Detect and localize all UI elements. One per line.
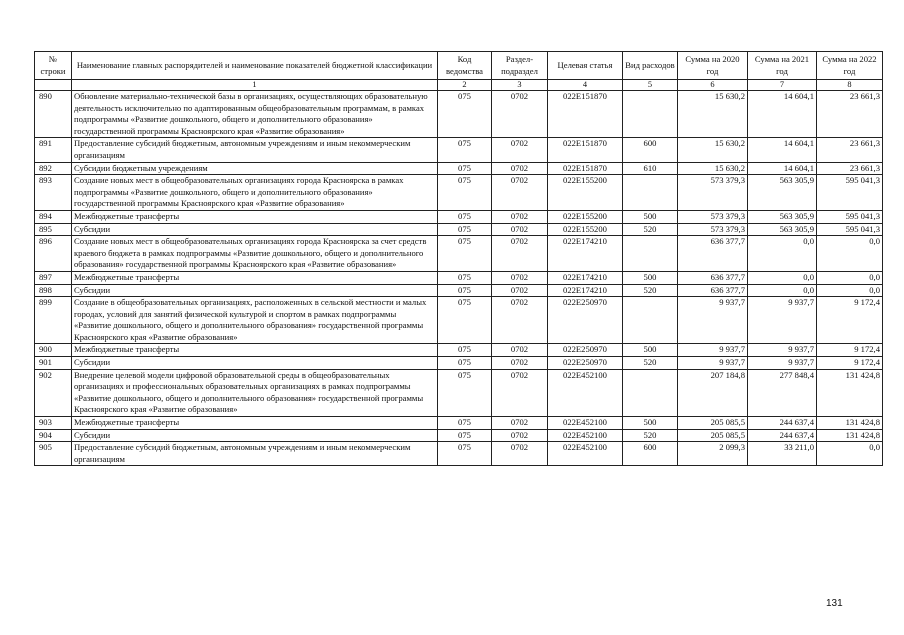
header-cell: Код ведомства bbox=[438, 52, 492, 80]
target-article-cell: 022E174210 bbox=[548, 236, 623, 272]
amount-2022-cell: 9 172,4 bbox=[817, 344, 883, 357]
amount-2021-cell: 9 937,7 bbox=[748, 297, 817, 344]
description-cell: Создание новых мест в общеобразовательных организациях города Красноярска в рамках подпрограммы «Развитие дошкольного, общего и дополнительного образования» государственной программы Красноярского края «Развитие образования» bbox=[72, 175, 438, 211]
amount-2021-cell: 563 305,9 bbox=[748, 210, 817, 223]
description-cell: Обновление материально-технической базы в организациях, осуществляющих образовательную деятельность исключительно по адаптированным общеобразовательным программам, в рамках подпрограммы «Развитие дошкольного, общего и дополнительного образования» государственной программы Красноярского края «Развитие образования» bbox=[72, 91, 438, 138]
row-number-cell: 905 bbox=[35, 442, 72, 466]
row-number-cell: 900 bbox=[35, 344, 72, 357]
row-number-cell: 901 bbox=[35, 357, 72, 370]
ministry-code-cell: 075 bbox=[438, 357, 492, 370]
amount-2020-cell: 2 099,3 bbox=[678, 442, 748, 466]
amount-2020-cell: 9 937,7 bbox=[678, 297, 748, 344]
amount-2020-cell: 636 377,7 bbox=[678, 236, 748, 272]
ministry-code-cell: 075 bbox=[438, 297, 492, 344]
row-number-cell: 899 bbox=[35, 297, 72, 344]
budget-table-sheet bbox=[34, 51, 882, 466]
section-cell: 0702 bbox=[492, 210, 548, 223]
target-article-cell: 022E155200 bbox=[548, 210, 623, 223]
target-article-cell: 022E452100 bbox=[548, 429, 623, 442]
description-cell: Внедрение целевой модели цифровой образовательной среды в общеобразовательных организациях и профессиональных образовательных организациях в рамках подпрограммы «Развитие дошкольного, общего и дополнительного образования» государственной программы Красноярского края «Развитие образования» bbox=[72, 369, 438, 416]
amount-2022-cell: 131 424,8 bbox=[817, 417, 883, 430]
ministry-code-cell: 075 bbox=[438, 369, 492, 416]
header-cell: Сумма на 2022 год bbox=[817, 52, 883, 80]
amount-2022-cell: 23 661,3 bbox=[817, 91, 883, 138]
amount-2020-cell: 205 085,5 bbox=[678, 417, 748, 430]
section-cell: 0702 bbox=[492, 442, 548, 466]
amount-2022-cell: 9 172,4 bbox=[817, 357, 883, 370]
column-number-cell: 2 bbox=[438, 80, 492, 91]
column-number-cell: 1 bbox=[72, 80, 438, 91]
table-row bbox=[35, 357, 883, 370]
table-row bbox=[35, 175, 883, 211]
section-cell: 0702 bbox=[492, 91, 548, 138]
header-cell: Целевая статья bbox=[548, 52, 623, 80]
ministry-code-cell: 075 bbox=[438, 442, 492, 466]
target-article-cell: 022E452100 bbox=[548, 417, 623, 430]
description-cell: Межбюджетные трансферты bbox=[72, 344, 438, 357]
amount-2021-cell: 9 937,7 bbox=[748, 357, 817, 370]
expense-type-cell: 500 bbox=[623, 344, 678, 357]
amount-2022-cell: 23 661,3 bbox=[817, 138, 883, 162]
amount-2021-cell: 9 937,7 bbox=[748, 344, 817, 357]
row-number-cell: 892 bbox=[35, 162, 72, 175]
row-number-cell: 902 bbox=[35, 369, 72, 416]
row-number-cell: 903 bbox=[35, 417, 72, 430]
page-number: 131 bbox=[826, 598, 843, 609]
header-cell: Сумма на 2020 год bbox=[678, 52, 748, 80]
amount-2020-cell: 636 377,7 bbox=[678, 284, 748, 297]
section-cell: 0702 bbox=[492, 429, 548, 442]
table-row bbox=[35, 429, 883, 442]
table-row bbox=[35, 138, 883, 162]
table-row bbox=[35, 442, 883, 466]
expense-type-cell bbox=[623, 91, 678, 138]
description-cell: Субсидии bbox=[72, 223, 438, 236]
ministry-code-cell: 075 bbox=[438, 162, 492, 175]
amount-2020-cell: 573 379,3 bbox=[678, 175, 748, 211]
target-article-cell: 022E250970 bbox=[548, 344, 623, 357]
section-cell: 0702 bbox=[492, 162, 548, 175]
description-cell: Межбюджетные трансферты bbox=[72, 271, 438, 284]
amount-2022-cell: 23 661,3 bbox=[817, 162, 883, 175]
amount-2021-cell: 14 604,1 bbox=[748, 138, 817, 162]
description-cell: Субсидии bbox=[72, 357, 438, 370]
row-number-cell: 896 bbox=[35, 236, 72, 272]
amount-2022-cell: 595 041,3 bbox=[817, 223, 883, 236]
row-number-cell: 894 bbox=[35, 210, 72, 223]
amount-2021-cell: 33 211,0 bbox=[748, 442, 817, 466]
header-cell: № строки bbox=[35, 52, 72, 80]
amount-2022-cell: 0,0 bbox=[817, 442, 883, 466]
amount-2022-cell: 9 172,4 bbox=[817, 297, 883, 344]
row-number-cell: 893 bbox=[35, 175, 72, 211]
header-cell: Сумма на 2021 год bbox=[748, 52, 817, 80]
ministry-code-cell: 075 bbox=[438, 91, 492, 138]
description-cell: Предоставление субсидий бюджетным, автономным учреждениям и иным некоммерческим организациям bbox=[72, 138, 438, 162]
section-cell: 0702 bbox=[492, 271, 548, 284]
amount-2021-cell: 244 637,4 bbox=[748, 429, 817, 442]
target-article-cell: 022E174210 bbox=[548, 271, 623, 284]
ministry-code-cell: 075 bbox=[438, 344, 492, 357]
ministry-code-cell: 075 bbox=[438, 271, 492, 284]
amount-2022-cell: 0,0 bbox=[817, 236, 883, 272]
column-number-cell bbox=[35, 80, 72, 91]
target-article-cell: 022E452100 bbox=[548, 442, 623, 466]
ministry-code-cell: 075 bbox=[438, 236, 492, 272]
target-article-cell: 022E250970 bbox=[548, 357, 623, 370]
amount-2021-cell: 244 637,4 bbox=[748, 417, 817, 430]
header-cell: Раздел-подраздел bbox=[492, 52, 548, 80]
amount-2021-cell: 0,0 bbox=[748, 236, 817, 272]
target-article-cell: 022E452100 bbox=[548, 369, 623, 416]
row-number-cell: 897 bbox=[35, 271, 72, 284]
section-cell: 0702 bbox=[492, 417, 548, 430]
expense-type-cell bbox=[623, 369, 678, 416]
amount-2022-cell: 131 424,8 bbox=[817, 429, 883, 442]
target-article-cell: 022E174210 bbox=[548, 284, 623, 297]
amount-2020-cell: 636 377,7 bbox=[678, 271, 748, 284]
expense-type-cell: 600 bbox=[623, 138, 678, 162]
amount-2022-cell: 131 424,8 bbox=[817, 369, 883, 416]
table-row bbox=[35, 223, 883, 236]
column-number-cell: 5 bbox=[623, 80, 678, 91]
description-cell: Субсидии bbox=[72, 429, 438, 442]
expense-type-cell: 520 bbox=[623, 223, 678, 236]
description-cell: Создание новых мест в общеобразовательных организациях города Красноярска за счет средств краевого бюджета в рамках подпрограммы «Развитие дошкольного, общего и дополнительного образования» государственной программы Красноярского края «Развитие образования» bbox=[72, 236, 438, 272]
amount-2020-cell: 207 184,8 bbox=[678, 369, 748, 416]
amount-2020-cell: 573 379,3 bbox=[678, 210, 748, 223]
expense-type-cell: 500 bbox=[623, 417, 678, 430]
column-number-cell: 7 bbox=[748, 80, 817, 91]
table-row bbox=[35, 236, 883, 272]
amount-2022-cell: 595 041,3 bbox=[817, 210, 883, 223]
section-cell: 0702 bbox=[492, 138, 548, 162]
section-cell: 0702 bbox=[492, 297, 548, 344]
target-article-cell: 022E151870 bbox=[548, 91, 623, 138]
ministry-code-cell: 075 bbox=[438, 417, 492, 430]
header-cell: Вид расходов bbox=[623, 52, 678, 80]
amount-2022-cell: 0,0 bbox=[817, 271, 883, 284]
expense-type-cell: 610 bbox=[623, 162, 678, 175]
table-row bbox=[35, 91, 883, 138]
section-cell: 0702 bbox=[492, 175, 548, 211]
row-number-cell: 891 bbox=[35, 138, 72, 162]
description-cell: Межбюджетные трансферты bbox=[72, 210, 438, 223]
section-cell: 0702 bbox=[492, 284, 548, 297]
budget-table bbox=[34, 51, 883, 466]
table-row bbox=[35, 162, 883, 175]
column-number-cell: 3 bbox=[492, 80, 548, 91]
expense-type-cell: 500 bbox=[623, 271, 678, 284]
amount-2020-cell: 15 630,2 bbox=[678, 91, 748, 138]
table-row bbox=[35, 284, 883, 297]
section-cell: 0702 bbox=[492, 236, 548, 272]
amount-2020-cell: 9 937,7 bbox=[678, 357, 748, 370]
table-row bbox=[35, 297, 883, 344]
amount-2020-cell: 15 630,2 bbox=[678, 138, 748, 162]
ministry-code-cell: 075 bbox=[438, 223, 492, 236]
amount-2021-cell: 0,0 bbox=[748, 271, 817, 284]
header-cell: Наименование главных распорядителей и наименование показателей бюджетной классификации bbox=[72, 52, 438, 80]
column-number-cell: 8 bbox=[817, 80, 883, 91]
table-body bbox=[35, 91, 883, 466]
row-number-cell: 898 bbox=[35, 284, 72, 297]
section-cell: 0702 bbox=[492, 344, 548, 357]
expense-type-cell bbox=[623, 175, 678, 211]
row-number-cell: 904 bbox=[35, 429, 72, 442]
ministry-code-cell: 075 bbox=[438, 429, 492, 442]
target-article-cell: 022E250970 bbox=[548, 297, 623, 344]
amount-2021-cell: 277 848,4 bbox=[748, 369, 817, 416]
amount-2021-cell: 563 305,9 bbox=[748, 223, 817, 236]
table-row bbox=[35, 210, 883, 223]
amount-2020-cell: 205 085,5 bbox=[678, 429, 748, 442]
expense-type-cell: 520 bbox=[623, 284, 678, 297]
section-cell: 0702 bbox=[492, 357, 548, 370]
ministry-code-cell: 075 bbox=[438, 284, 492, 297]
table-row bbox=[35, 344, 883, 357]
column-number-row bbox=[35, 80, 883, 91]
column-number-cell: 4 bbox=[548, 80, 623, 91]
amount-2020-cell: 15 630,2 bbox=[678, 162, 748, 175]
amount-2022-cell: 0,0 bbox=[817, 284, 883, 297]
target-article-cell: 022E155200 bbox=[548, 175, 623, 211]
expense-type-cell bbox=[623, 297, 678, 344]
target-article-cell: 022E151870 bbox=[548, 162, 623, 175]
description-cell: Субсидии bbox=[72, 284, 438, 297]
column-number-cell: 6 bbox=[678, 80, 748, 91]
section-cell: 0702 bbox=[492, 223, 548, 236]
table-row bbox=[35, 271, 883, 284]
description-cell: Предоставление субсидий бюджетным, автономным учреждениям и иным некоммерческим организациям bbox=[72, 442, 438, 466]
amount-2021-cell: 14 604,1 bbox=[748, 91, 817, 138]
expense-type-cell bbox=[623, 236, 678, 272]
amount-2020-cell: 573 379,3 bbox=[678, 223, 748, 236]
description-cell: Межбюджетные трансферты bbox=[72, 417, 438, 430]
header-row bbox=[35, 52, 883, 80]
row-number-cell: 890 bbox=[35, 91, 72, 138]
expense-type-cell: 500 bbox=[623, 210, 678, 223]
amount-2022-cell: 595 041,3 bbox=[817, 175, 883, 211]
description-cell: Создание в общеобразовательных организациях, расположенных в сельской местности и малых городах, условий для занятий физической культурой и спортом в рамках подпрограммы «Развитие дошкольного, общего и дополнительного образования» государственной программы Красноярского края «Развитие образования» bbox=[72, 297, 438, 344]
section-cell: 0702 bbox=[492, 369, 548, 416]
description-cell: Субсидии бюджетным учреждениям bbox=[72, 162, 438, 175]
amount-2021-cell: 0,0 bbox=[748, 284, 817, 297]
ministry-code-cell: 075 bbox=[438, 210, 492, 223]
table-row bbox=[35, 369, 883, 416]
target-article-cell: 022E151870 bbox=[548, 138, 623, 162]
expense-type-cell: 600 bbox=[623, 442, 678, 466]
amount-2020-cell: 9 937,7 bbox=[678, 344, 748, 357]
ministry-code-cell: 075 bbox=[438, 138, 492, 162]
expense-type-cell: 520 bbox=[623, 429, 678, 442]
expense-type-cell: 520 bbox=[623, 357, 678, 370]
target-article-cell: 022E155200 bbox=[548, 223, 623, 236]
amount-2021-cell: 14 604,1 bbox=[748, 162, 817, 175]
amount-2021-cell: 563 305,9 bbox=[748, 175, 817, 211]
ministry-code-cell: 075 bbox=[438, 175, 492, 211]
row-number-cell: 895 bbox=[35, 223, 72, 236]
table-row bbox=[35, 417, 883, 430]
